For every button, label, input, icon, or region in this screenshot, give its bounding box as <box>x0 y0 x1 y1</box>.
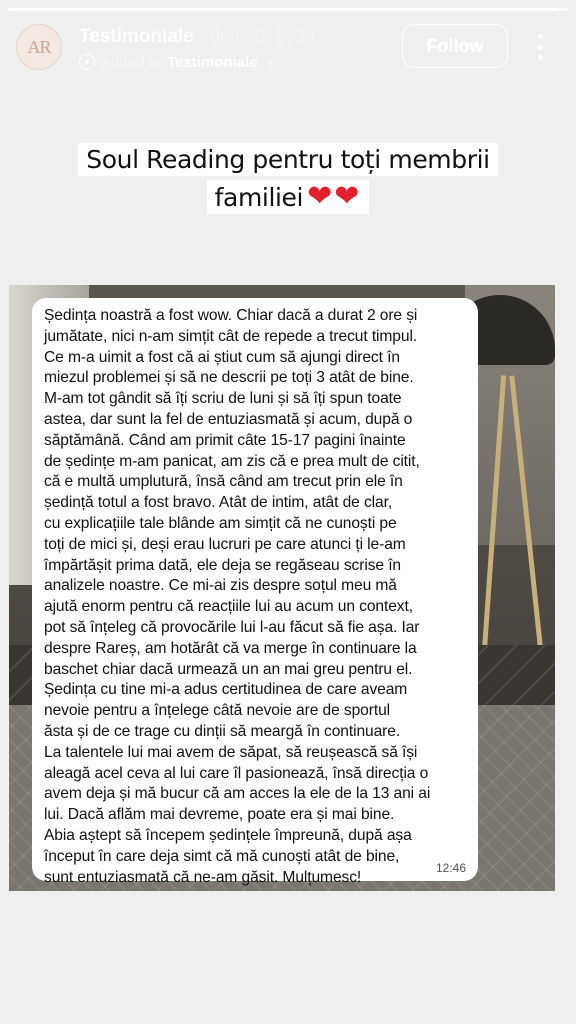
collection-name: Testimoniale <box>167 53 258 71</box>
story-progress-bar <box>8 8 568 11</box>
title-line-1: Soul Reading pentru toți membrii <box>78 143 497 176</box>
progress-fill <box>8 8 557 11</box>
post-date: June 8, 2024 <box>211 26 316 46</box>
story-title <box>0 143 576 214</box>
added-to-label: Added to <box>101 53 162 71</box>
heart-emoji-icon: ❤❤ <box>307 179 362 214</box>
title-line-2-text: familiei <box>214 182 304 212</box>
chevron-right-icon: › <box>267 53 273 70</box>
more-icon[interactable] <box>536 34 544 60</box>
title-line-2 <box>207 180 370 214</box>
message-time: 12:46 <box>435 861 466 875</box>
added-to-collection-link[interactable] <box>79 53 273 71</box>
heart-circle-icon: ♥ <box>79 54 95 70</box>
avatar[interactable] <box>16 24 62 70</box>
message-bubble <box>32 298 478 886</box>
message-text: Ședința noastră a fost wow. Chiar dacă a durat 2 ore și jumătate, nici n-am simțit cât de repede a trecut timpul. Ce m-a uimit a fost că ai știut cum să ajungi direct în miezul problemei și să ne descrii pe toți 3 atât de bine. M-am tot gândit să îți scriu de luni și să îți spun toate astea, dar sunt la fel de entuziasmată și acum, după o săptămână. Când am primit câte 15-17 pagini înainte de ședințe m-am panicat, am zis că e prea mult de citit, că e multă umplutură, însă când am trecut prin ele în ședință totul a fost bravo. Atât de intim, atât de clar, cu explicațiile tale blânde am simțit că ne cunoști pe toți de mici și, deși erau lucruri pe care atunci ți le-am împărtășit prima dată, ele deja se regăseau scrise în analizele noastre. Ce mi-ai zis despre soțul meu mă ajută enorm pentru că reacțiile lui au acum un context, pot să înțeleg că provocările lui l-au făcut să fie așa. Iar despre Rareș, am hotărât că va merge în continuare la baschet chiar dacă urmează un an mai greu pentru el. Ședința cu tine mi-a adus certitudinea de care aveam nevoie pentru a înțelege câtă nevoie are de sportul ăsta și de ce trage cu dinții să meargă în continuare. La talentele lui mai avem de săpat, să reușească să își aleagă acel ceva al lui care îl pasionează, însă direcția o avem deja și mă bucur că am acces la ele de la 13 ani ai lui. Dacă aflăm mai devreme, poate era și mai bine. Abia aștept să începem ședințele împreună, după așa început în care deja simt că mă cunoști atât de bine, sunt entuziasmată că ne-am găsit. Mulțumesc! <box>44 307 431 886</box>
story-header <box>16 22 560 78</box>
account-name[interactable]: Testimoniale <box>79 26 194 47</box>
avatar-text: AR <box>27 36 51 57</box>
follow-button[interactable]: Follow <box>402 24 508 68</box>
progress-segment <box>8 8 568 11</box>
